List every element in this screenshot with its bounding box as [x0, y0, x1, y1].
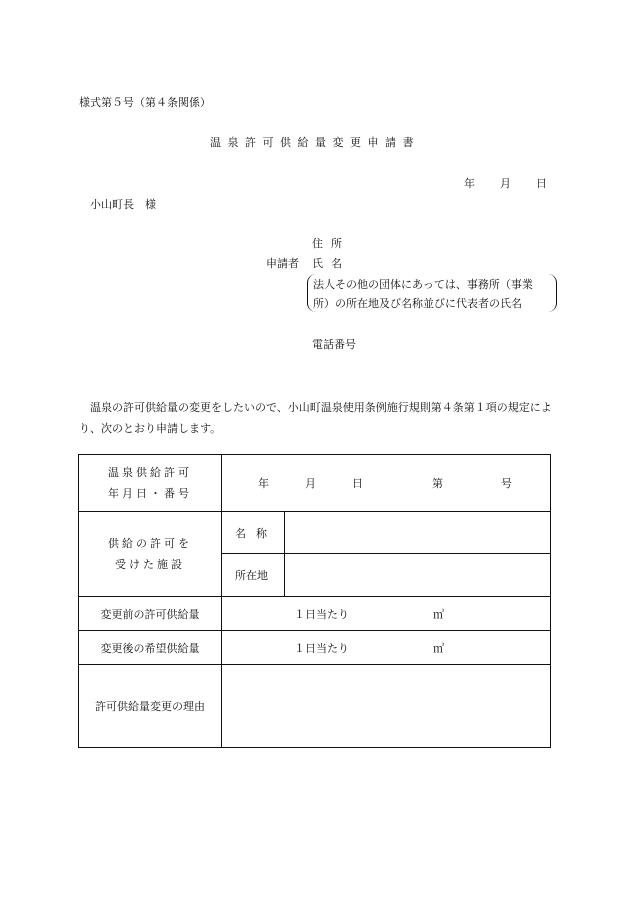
- permit-date-value-cell[interactable]: [222, 455, 551, 512]
- corporate-note-line1: 法人その他の団体にあっては、事務所（事業: [313, 278, 533, 291]
- after-per-day-label: １日当たり: [294, 641, 349, 655]
- reason-value[interactable]: [222, 665, 551, 748]
- facility-label-cell: [79, 512, 222, 597]
- after-amount-label: 変更後の希望供給量: [79, 631, 222, 665]
- date-year-label: 年: [464, 177, 475, 190]
- facility-name-row: [79, 512, 551, 554]
- date-day-label: 日: [536, 177, 547, 190]
- before-per-day-label: １日当たり: [294, 607, 349, 621]
- after-unit-label: ㎥: [433, 641, 444, 655]
- facility-label-line2: 受けた施設: [115, 558, 185, 571]
- permit-no-prefix: 第: [432, 477, 443, 490]
- permit-date-label-line1: 温泉供給許可: [108, 466, 192, 479]
- permit-no-suffix: 号: [501, 477, 512, 490]
- date-month-label: 月: [500, 177, 511, 190]
- name-label: 氏名: [312, 257, 350, 270]
- corporate-note-line2: 所）の所在地及び名称並びに代表者の氏名: [313, 297, 522, 310]
- permit-date-label-cell: [79, 455, 222, 512]
- permit-day-label: 日: [352, 477, 363, 490]
- after-amount-value-cell[interactable]: [222, 631, 551, 665]
- application-table: [78, 454, 551, 748]
- reason-row: [79, 665, 551, 748]
- address-label: 住所: [312, 237, 350, 250]
- addressee: 小山町長 様: [90, 198, 156, 211]
- before-amount-row: [79, 597, 551, 631]
- intro-paragraph: 温泉の許可供給量の変更をしたいので、小山町温泉使用条例施行規則第４条第１項の規定により、次のとおり申請します。: [79, 401, 552, 435]
- after-amount-row: [79, 631, 551, 665]
- phone-label: 電話番号: [312, 338, 356, 351]
- before-amount-label: 変更前の許可供給量: [79, 597, 222, 631]
- facility-name-label: 名称: [222, 512, 285, 554]
- form-number: 様式第５号（第４条関係）: [79, 96, 211, 109]
- reason-label: 許可供給量変更の理由: [79, 665, 222, 748]
- facility-location-value[interactable]: [285, 554, 551, 597]
- applicant-label: 申請者: [266, 257, 299, 270]
- document-title: 温泉許可供給量変更申請書: [210, 136, 420, 149]
- before-unit-label: ㎥: [433, 607, 444, 621]
- facility-name-value[interactable]: [285, 512, 551, 554]
- facility-location-label: 所在地: [222, 554, 285, 597]
- before-amount-value-cell[interactable]: [222, 597, 551, 631]
- permit-date-label-line2: 年月日・番号: [108, 487, 192, 500]
- permit-year-label: 年: [258, 477, 269, 490]
- facility-label-line1: 供給の許可を: [108, 537, 192, 550]
- permit-month-label: 月: [305, 477, 316, 490]
- permit-date-row: [79, 455, 551, 512]
